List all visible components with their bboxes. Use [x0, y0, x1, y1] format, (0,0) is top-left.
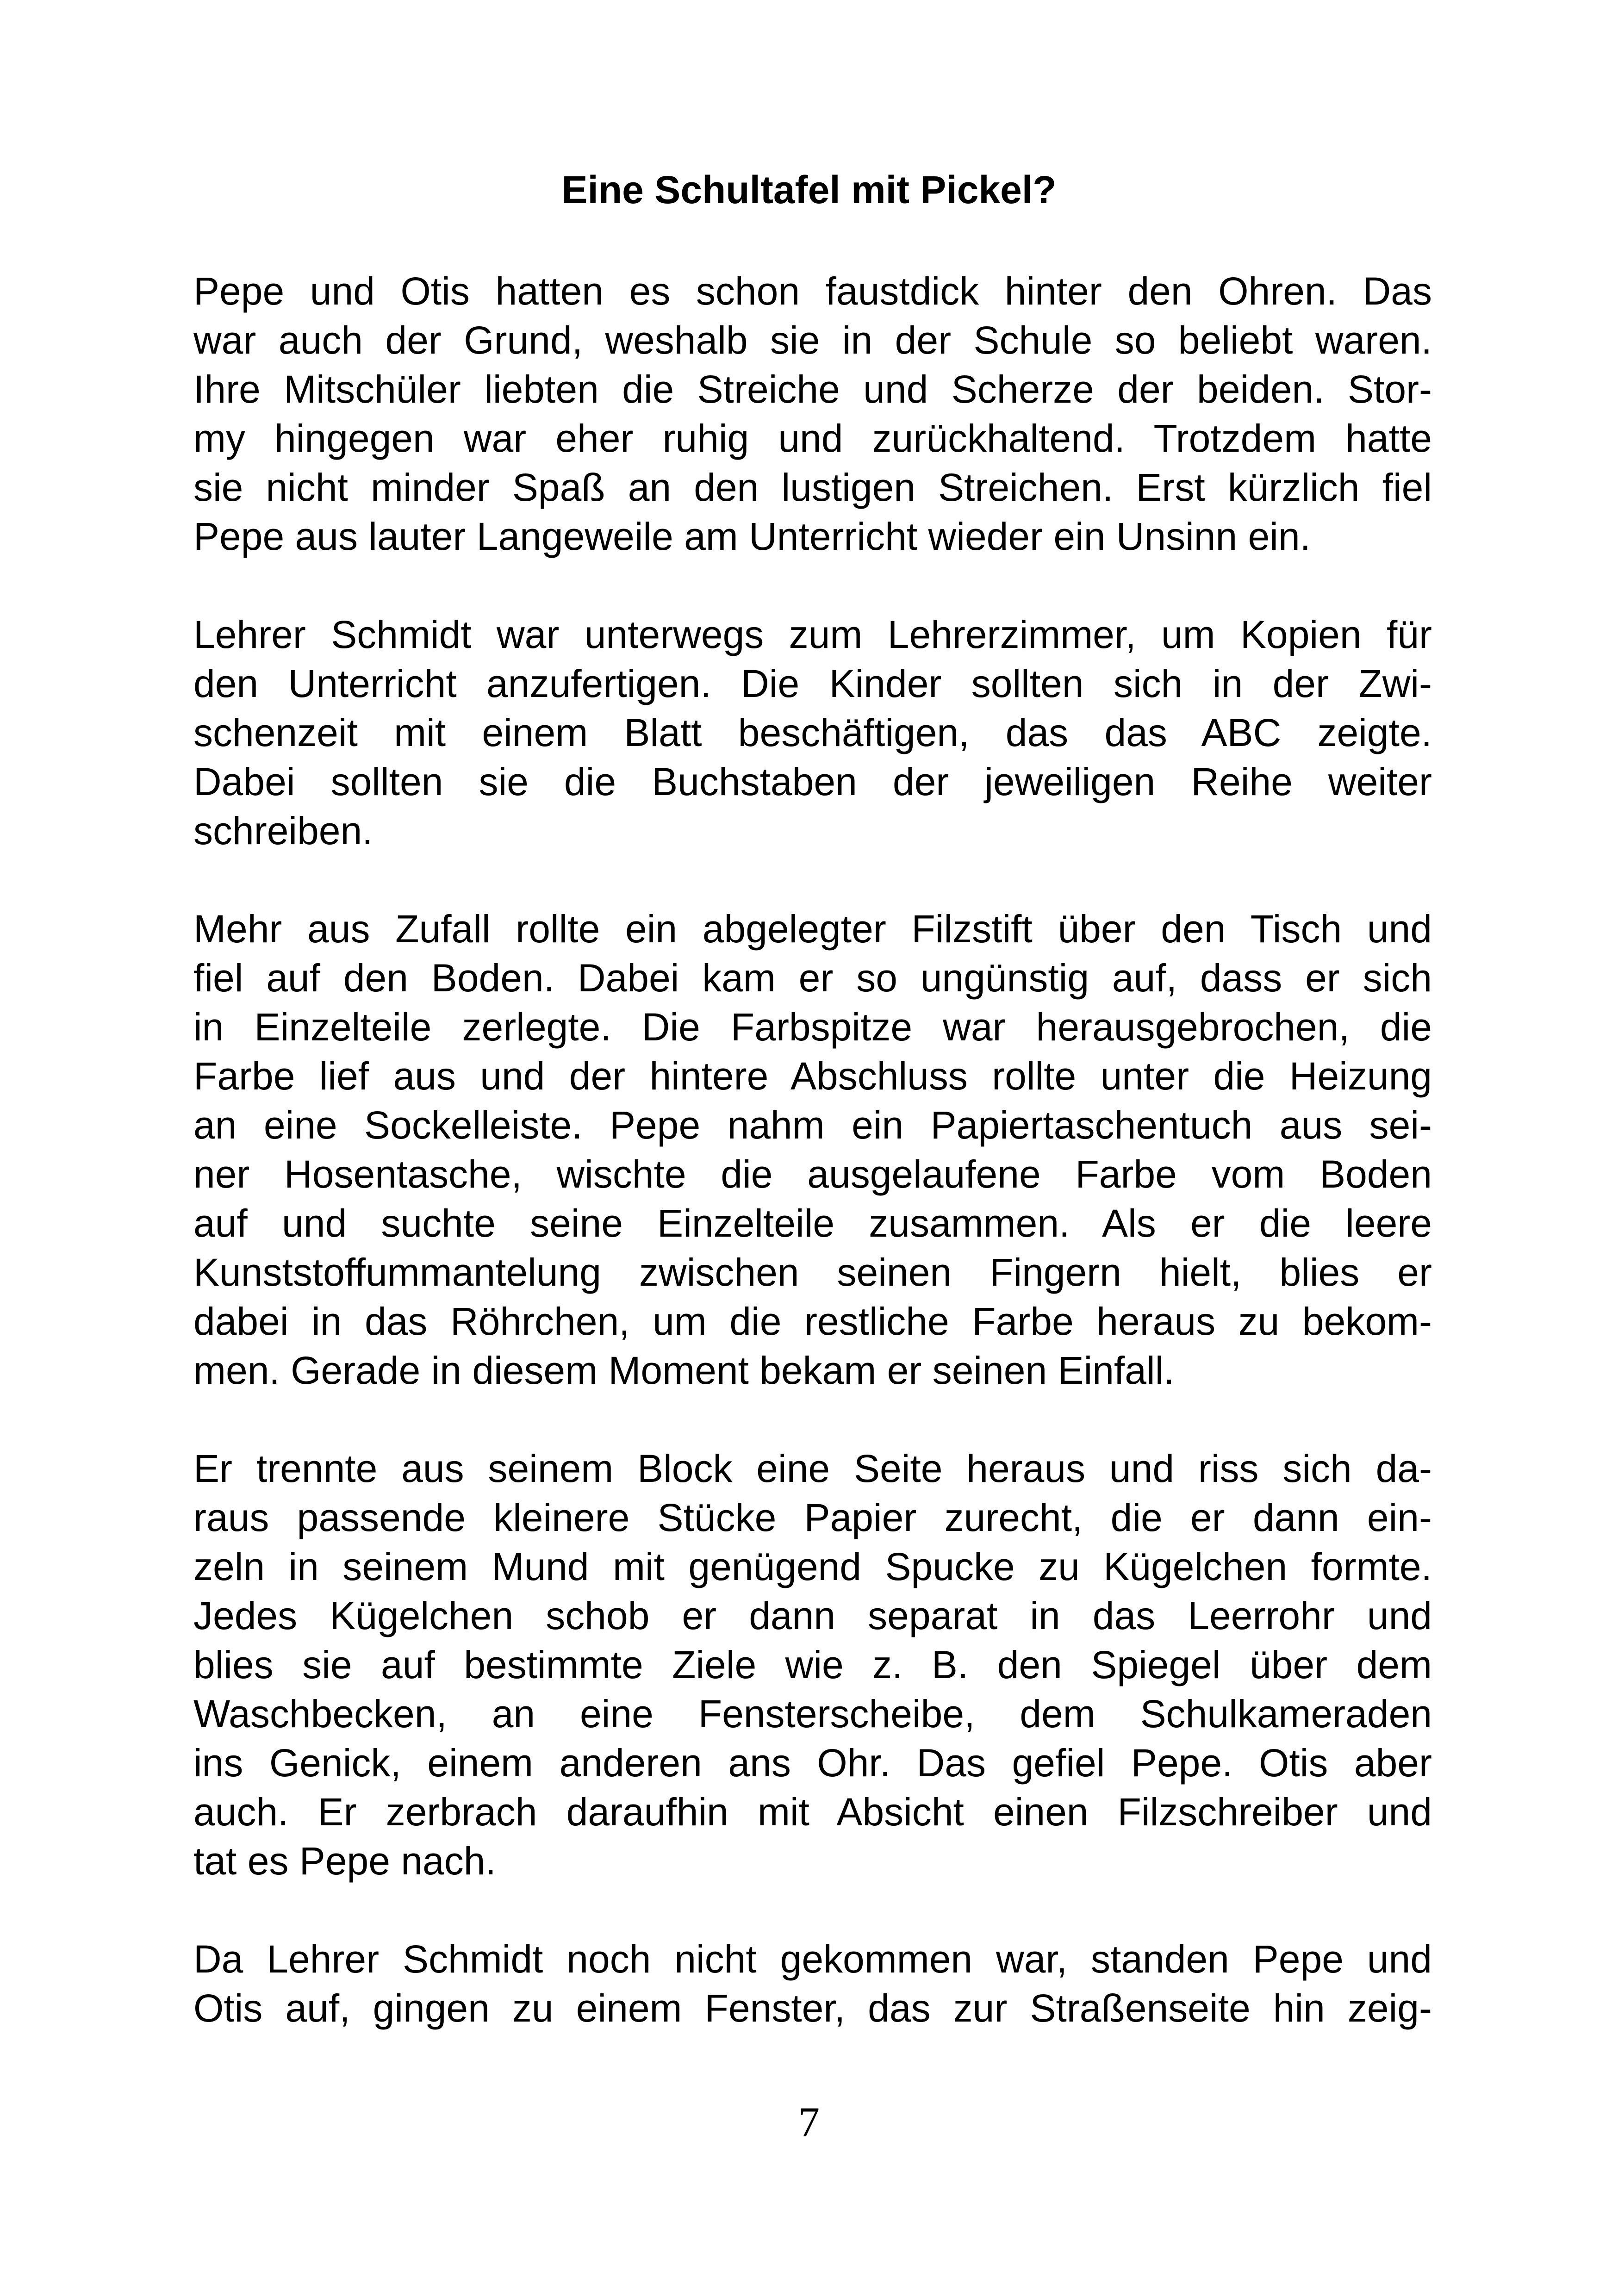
text-line: Mehr aus Zufall rollte ein abgelegter Filzstift über den Tisch und	[193, 907, 1432, 951]
text-line: Lehrer Schmidt war unterwegs zum Lehrerzimmer, um Kopien für	[193, 613, 1432, 656]
text-line: my hingegen war eher ruhig und zurückhaltend. Trotzdem hatte	[193, 417, 1432, 460]
text-line: schenzeit mit einem Blatt beschäftigen, das das ABC zeigte.	[193, 711, 1432, 754]
text-line: zeln in seinem Mund mit genügend Spucke zu Kügelchen formte.	[193, 1545, 1432, 1588]
body-text	[193, 267, 1432, 2082]
text-line: Ihre Mitschüler liebten die Streiche und Scherze der beiden. Stor-	[193, 367, 1432, 411]
text-line: fiel auf den Boden. Dabei kam er so ungünstig auf, dass er sich	[193, 956, 1432, 1000]
text-line: Dabei sollten sie die Buchstaben der jeweiligen Reihe weiter	[193, 760, 1432, 803]
text-line: Er trennte aus seinem Block eine Seite heraus und riss sich da-	[193, 1447, 1432, 1490]
text-line: schreiben.	[193, 809, 373, 852]
text-line: Pepe aus lauter Langeweile am Unterricht wieder ein Unsinn ein.	[193, 515, 1311, 558]
text-line: Otis auf, gingen zu einem Fenster, das zur Straßenseite hin zeig-	[193, 1986, 1432, 2030]
text-line: den Unterricht anzufertigen. Die Kinder sollten sich in der Zwi-	[193, 662, 1432, 705]
text-line: ner Hosentasche, wischte die ausgelaufene Farbe vom Boden	[193, 1152, 1432, 1196]
text-line: Kunststoffummantelung zwischen seinen Fingern hielt, blies er	[193, 1251, 1432, 1294]
text-line: raus passende kleinere Stücke Papier zurecht, die er dann ein-	[193, 1496, 1432, 1539]
text-line: sie nicht minder Spaß an den lustigen Streichen. Erst kürzlich fiel	[193, 466, 1432, 509]
paragraph-1	[193, 267, 1432, 561]
page-title: Eine Schultafel mit Pickel?	[561, 168, 1057, 212]
text-line: Jedes Kügelchen schob er dann separat in das Leerrohr und	[193, 1594, 1432, 1637]
text-line: tat es Pepe nach.	[193, 1839, 496, 1883]
paragraph-3	[193, 904, 1432, 1395]
text-line: Farbe lief aus und der hintere Abschluss rollte unter die Heizung	[193, 1054, 1432, 1098]
text-line: dabei in das Röhrchen, um die restliche Farbe heraus zu bekom-	[193, 1300, 1432, 1343]
paragraph-5	[193, 1935, 1432, 2033]
text-line: Pepe und Otis hatten es schon faustdick hinter den Ohren. Das	[193, 269, 1432, 313]
text-line: blies sie auf bestimmte Ziele wie z. B. den Spiegel über dem	[193, 1643, 1432, 1686]
text-line: men. Gerade in diesem Moment bekam er seinen Einfall.	[193, 1349, 1175, 1392]
text-line: Waschbecken, an eine Fensterscheibe, dem Schulkameraden	[193, 1692, 1432, 1736]
text-line: war auch der Grund, weshalb sie in der Schule so beliebt waren.	[193, 318, 1432, 362]
text-line: auch. Er zerbrach daraufhin mit Absicht einen Filzschreiber und	[193, 1790, 1432, 1834]
text-line: in Einzelteile zerlegte. Die Farbspitze war herausgebrochen, die	[193, 1005, 1432, 1049]
paragraph-2	[193, 610, 1432, 855]
text-line: an eine Sockelleiste. Pepe nahm ein Papiertaschentuch aus sei-	[193, 1103, 1432, 1147]
text-line: Da Lehrer Schmidt noch nicht gekommen war, standen Pepe und	[193, 1937, 1432, 1981]
page-number: 7	[798, 2098, 820, 2146]
text-line: ins Genick, einem anderen ans Ohr. Das gefiel Pepe. Otis aber	[193, 1741, 1432, 1785]
paragraph-4	[193, 1444, 1432, 1885]
text-line: auf und suchte seine Einzelteile zusammen. Als er die leere	[193, 1201, 1432, 1245]
